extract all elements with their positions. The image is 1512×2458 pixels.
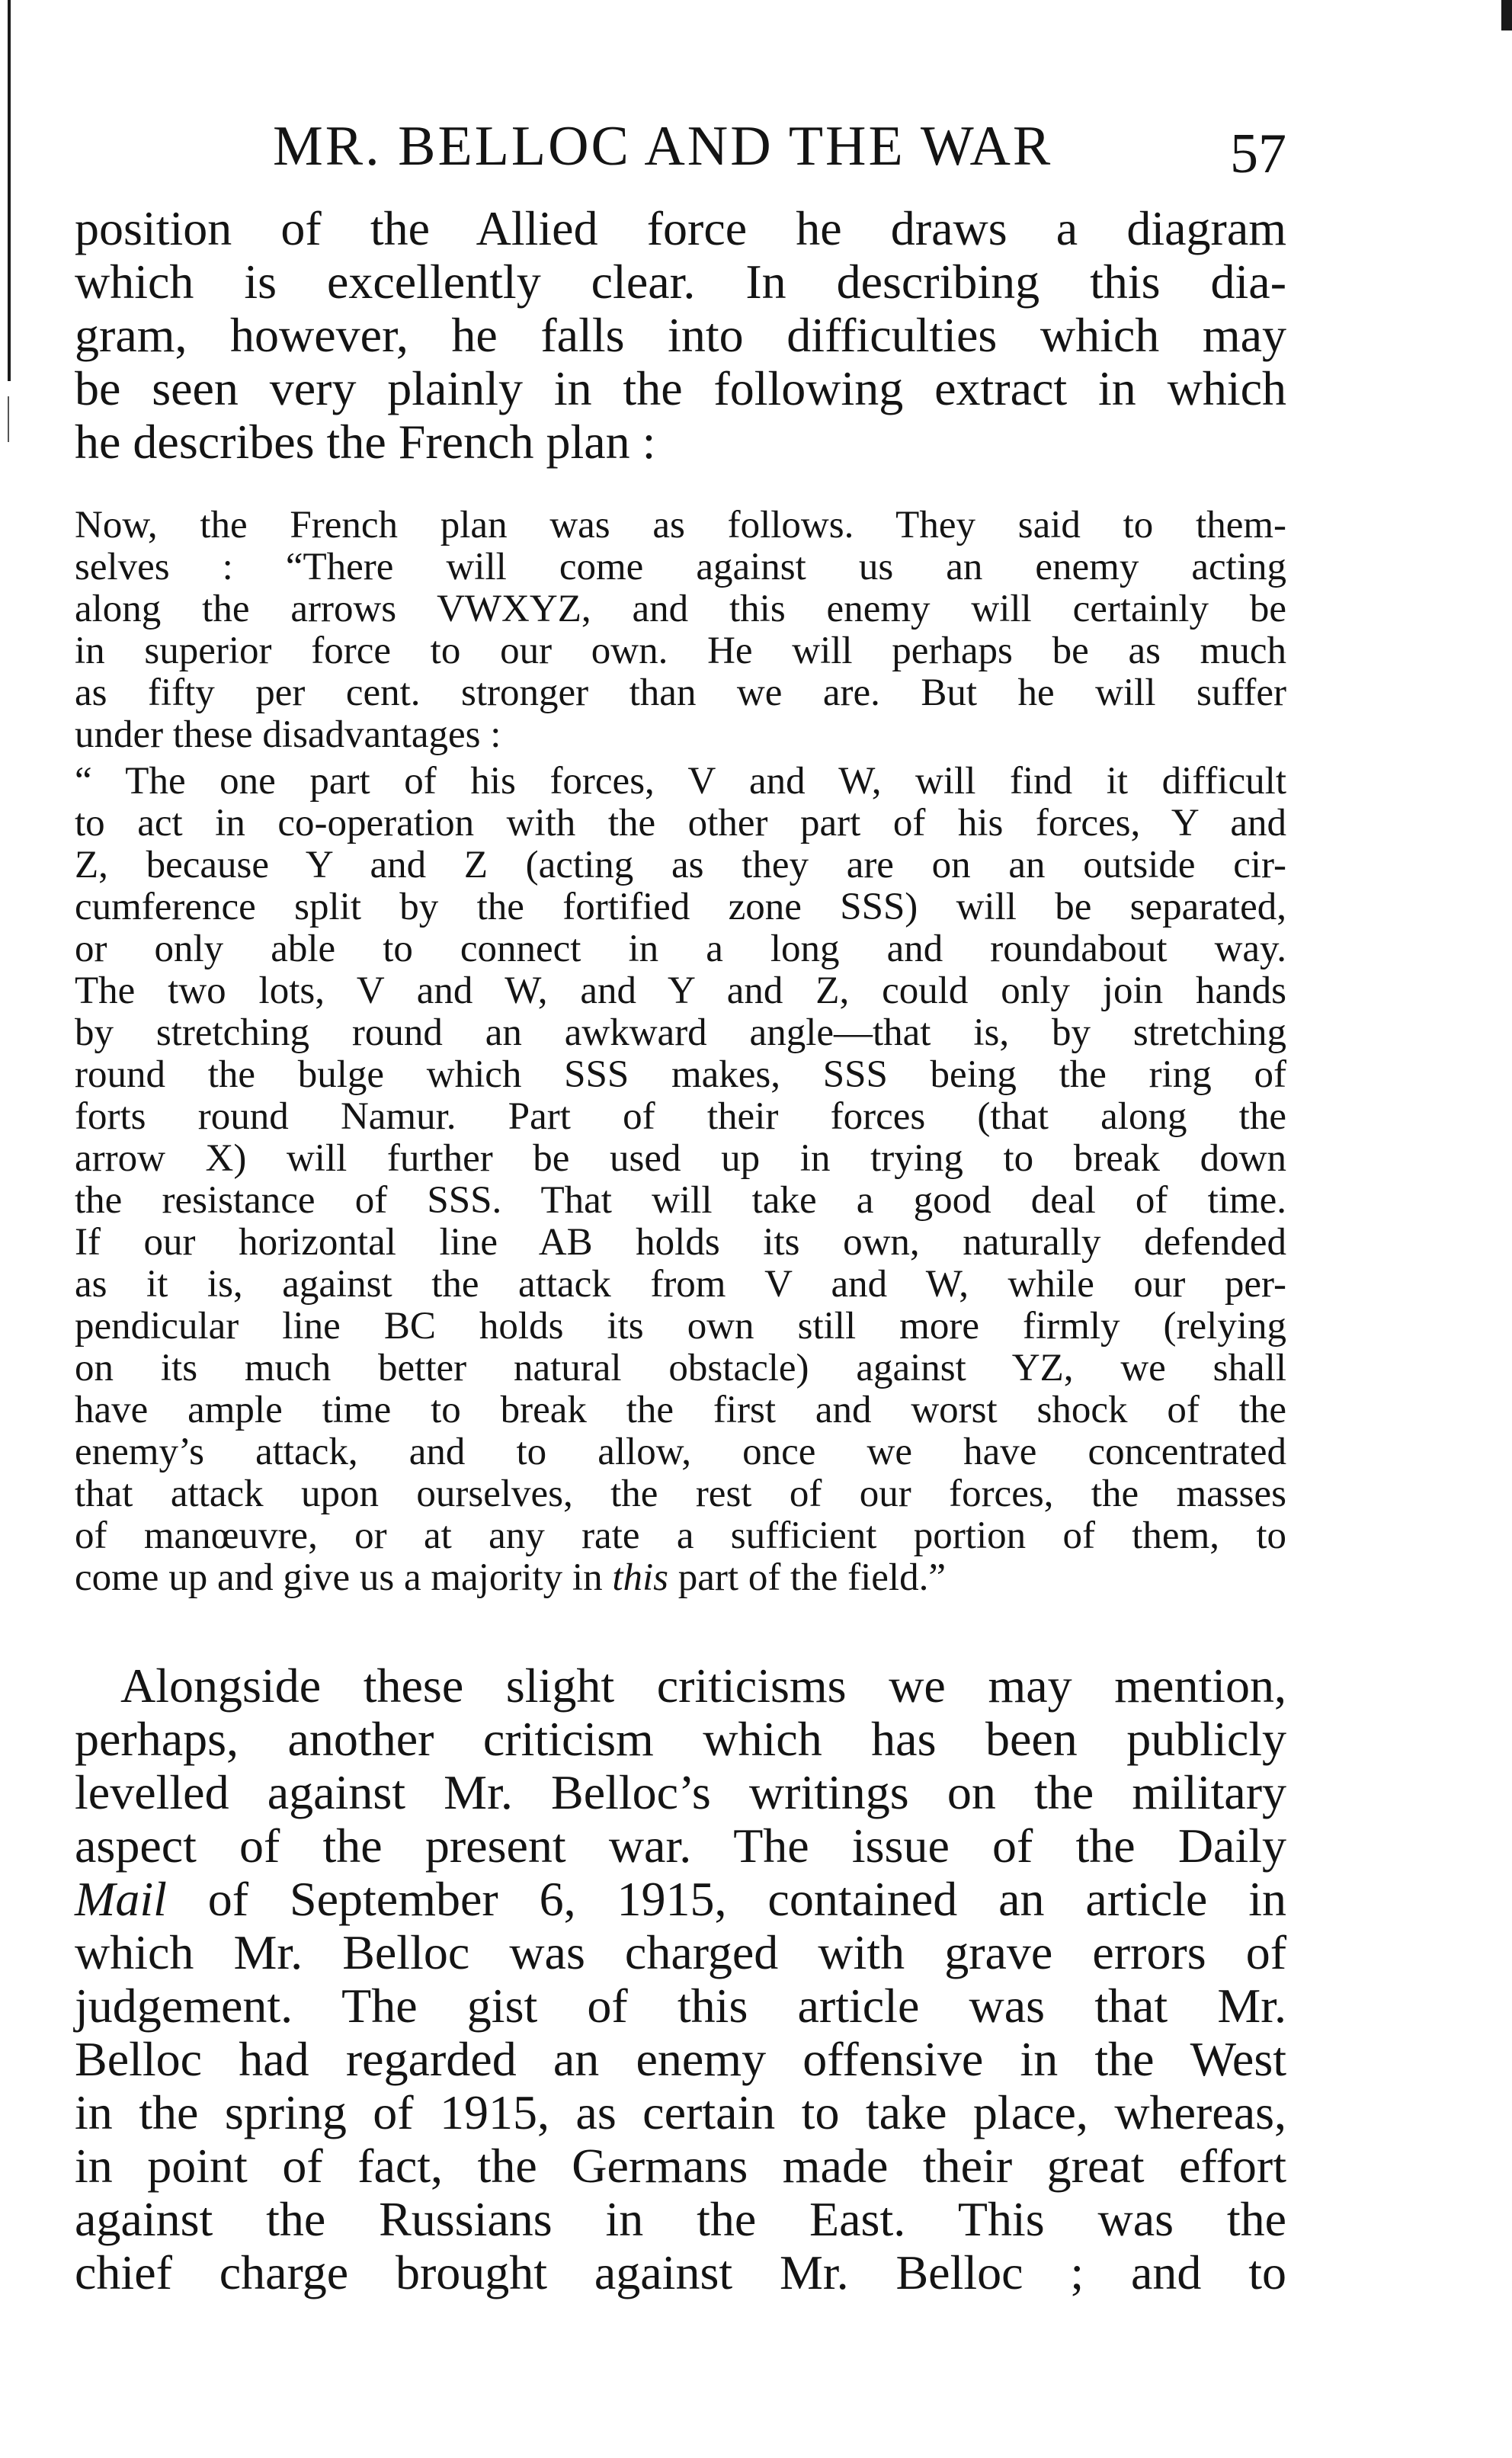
quote-emphasis: this [612, 1556, 669, 1599]
intro-line: he describes the French plan : [75, 415, 656, 469]
quote-line: The two lots, V and W, and Y and Z, could only join hands [75, 969, 1286, 1012]
main-line: in point of fact, the Germans made their great effort [75, 2139, 1286, 2193]
quote-line: enemy’s attack, and to allow, once we have concentrated [75, 1431, 1286, 1473]
quote-line: “ The one part of his forces, V and W, will find it difficult [75, 760, 1286, 803]
quote-line: or only able to connect in a long and roundabout way. [75, 928, 1286, 970]
quote-line: the resistance of SSS. That will take a good deal of time. [75, 1179, 1286, 1222]
quote-line: by stretching round an awkward angle—that is, by stretching [75, 1011, 1286, 1054]
quote-line: on its much better natural obstacle) against YZ, we shall [75, 1347, 1286, 1389]
main-line: Alongside these slight criticisms we may mention, [120, 1658, 1286, 1713]
intro-line: gram, however, he falls into difficulties which may [75, 308, 1286, 362]
quote-line: in superior force to our own. He will perhaps be as much [75, 630, 1286, 672]
quote-line: forts round Namur. Part of their forces (that along the [75, 1095, 1286, 1138]
main-line: perhaps, another criticism which has been publicly [75, 1712, 1286, 1766]
quote-line: to act in co-operation with the other part of his forces, Y and [75, 802, 1286, 844]
main-line: against the Russians in the East. This was the [75, 2192, 1286, 2246]
quote-line: along the arrows VWXYZ, and this enemy will certainly be [75, 588, 1286, 630]
intro-line: position of the Allied force he draws a diagram [75, 201, 1286, 255]
quote-line: If our horizontal line AB holds its own, naturally defended [75, 1221, 1286, 1264]
quote-line-last [75, 1556, 1286, 1599]
quote-line: as it is, against the attack from V and W, while our per- [75, 1263, 1286, 1306]
main-line-italic [75, 1872, 1286, 1926]
quote-line: have ample time to break the first and worst shock of the [75, 1389, 1286, 1431]
main-line: judgement. The gist of this article was that Mr. [75, 1979, 1286, 2033]
quote-line: of manœuvre, or at any rate a sufficient portion of them, to [75, 1514, 1286, 1557]
quote-line: under these disadvantages : [75, 713, 501, 756]
quote-line: as fifty per cent. stronger than we are. But he will suffer [75, 671, 1286, 714]
quote-line: round the bulge which SSS makes, SSS being the ring of [75, 1053, 1286, 1096]
main-line: Belloc had regarded an enemy offensive in the West [75, 2032, 1286, 2086]
quote-line: Now, the French plan was as follows. They said to them- [75, 504, 1286, 546]
corner-scan-mark [1501, 0, 1512, 30]
main-line: levelled against Mr. Belloc’s writings on the military [75, 1765, 1286, 1819]
intro-line: be seen very plainly in the following extract in which [75, 361, 1286, 415]
quote-line: selves : “There will come against us an enemy acting [75, 546, 1286, 588]
main-line: aspect of the present war. The issue of the Daily [75, 1819, 1286, 1873]
quote-text: part of the field.” [668, 1556, 946, 1599]
quote-line: Z, because Y and Z (acting as they are on an outside cir- [75, 844, 1286, 886]
main-text: of September 6, 1915, contained an article in [166, 1872, 1286, 1926]
page-header [75, 114, 1286, 183]
main-line: which Mr. Belloc was charged with grave errors of [75, 1925, 1286, 1979]
intro-line: which is excellently clear. In describing this dia- [75, 255, 1286, 309]
main-line: chief charge brought against Mr. Belloc ; and to [75, 2245, 1286, 2299]
quote-line: that attack upon ourselves, the rest of our forces, the masses [75, 1473, 1286, 1515]
page-edge-rule-lower [8, 396, 9, 442]
main-line: in the spring of 1915, as certain to take place, whereas, [75, 2085, 1286, 2139]
quote-line: pendicular line BC holds its own still more firmly (relying [75, 1305, 1286, 1348]
quote-line: arrow X) will further be used up in trying to break down [75, 1137, 1286, 1180]
running-head: MR. BELLOC AND THE WAR [273, 115, 1053, 178]
page-number: 57 [1230, 123, 1286, 185]
quote-line: cumference split by the fortified zone SSS) will be separated, [75, 886, 1286, 928]
page-edge-rule [8, 0, 11, 381]
quote-text: come up and give us a majority in [75, 1556, 613, 1599]
newspaper-title: Mail [75, 1872, 167, 1926]
